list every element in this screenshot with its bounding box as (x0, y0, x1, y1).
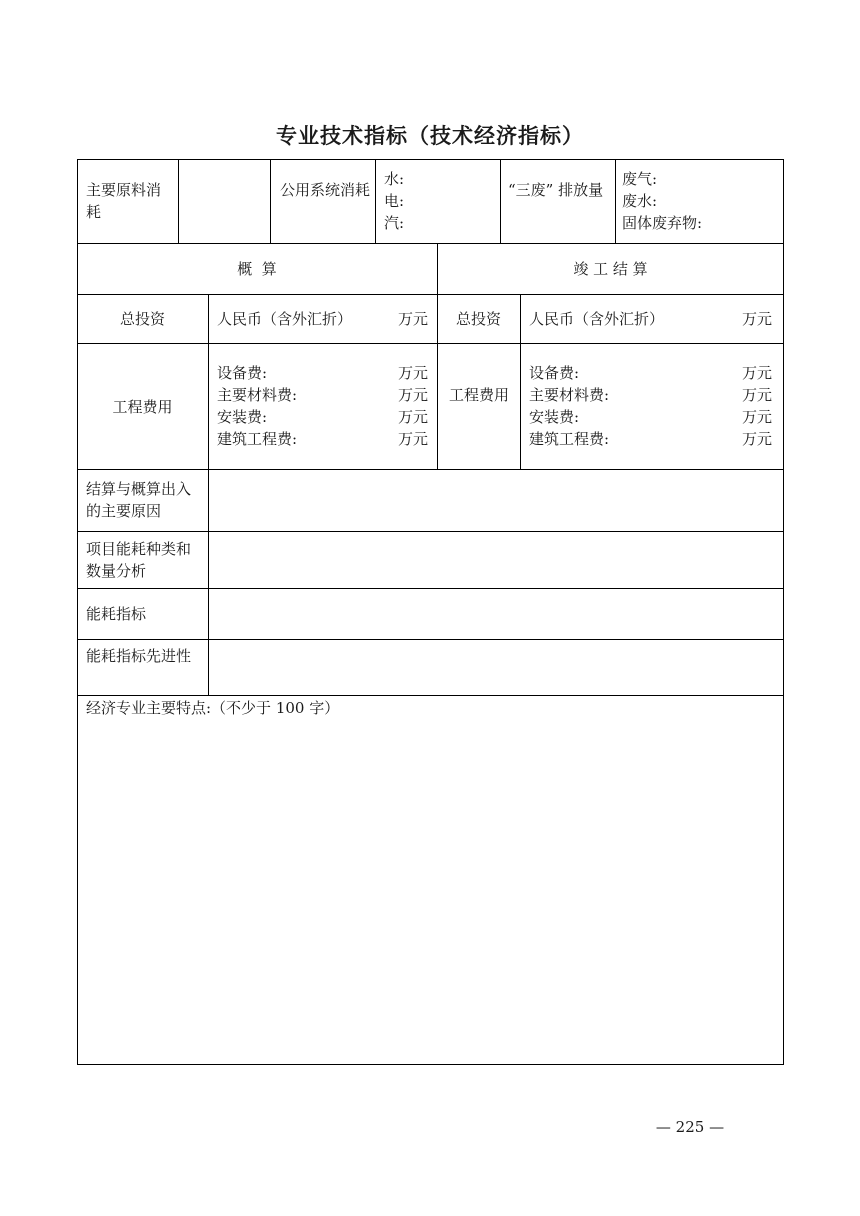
energy-analysis-label: 项目能耗种类和数量分析 (86, 540, 192, 580)
row-divider (77, 243, 784, 244)
estimate-cost-item: 主要材料费: (217, 386, 298, 404)
estimate-cost-item: 安装费: (217, 408, 268, 426)
final-rmb-label: 人民币（含外汇折） (529, 310, 665, 328)
col-divider (178, 159, 179, 243)
economic-features-label: 经济专业主要特点:（不少于 100 字） (86, 699, 340, 717)
estimate-cost-unit: 万元 (397, 408, 428, 426)
col-divider (520, 294, 521, 469)
final-cost-item: 安装费: (529, 408, 580, 426)
solid-waste-field: 固体废弃物: (622, 214, 703, 232)
final-settlement-section-header: 竣 工 结 算 (573, 260, 648, 278)
row-divider (77, 588, 784, 589)
steam-field: 汽: (384, 214, 405, 232)
row-divider (77, 639, 784, 640)
col-divider (270, 159, 271, 243)
electricity-field: 电: (384, 192, 405, 210)
estimate-total-investment-label: 总投资 (119, 310, 165, 328)
final-cost-item: 设备费: (529, 364, 580, 382)
page-number: — 225 — (655, 1118, 725, 1136)
waste-emission-label: “三废” 排放量 (508, 181, 604, 199)
row-divider (77, 531, 784, 532)
final-total-investment-label: 总投资 (455, 310, 501, 328)
col-divider (500, 159, 501, 243)
energy-indicator-label: 能耗指标 (86, 605, 147, 623)
waste-water-field: 废水: (622, 192, 658, 210)
estimate-cost-unit: 万元 (397, 430, 428, 448)
final-cost-unit: 万元 (741, 386, 772, 404)
utility-consumption-label: 公用系统消耗 (280, 181, 371, 199)
waste-gas-field: 废气: (622, 170, 658, 188)
final-cost-item: 建筑工程费: (529, 430, 610, 448)
row-divider (77, 294, 784, 295)
estimate-total-unit: 万元 (397, 310, 428, 328)
estimate-rmb-label: 人民币（含外汇折） (217, 310, 353, 328)
final-engineering-cost-label: 工程费用 (448, 386, 509, 404)
final-cost-item: 主要材料费: (529, 386, 610, 404)
energy-advancement-label: 能耗指标先进性 (86, 647, 192, 665)
final-cost-unit: 万元 (741, 408, 772, 426)
final-cost-unit: 万元 (741, 364, 772, 382)
estimate-cost-item: 建筑工程费: (217, 430, 298, 448)
row-divider (77, 343, 784, 344)
col-divider (208, 469, 209, 695)
final-total-unit: 万元 (741, 310, 772, 328)
col-divider (615, 159, 616, 243)
col-divider (208, 294, 209, 469)
estimate-cost-item: 设备费: (217, 364, 268, 382)
estimate-engineering-cost-label: 工程费用 (112, 398, 173, 416)
final-cost-unit: 万元 (741, 430, 772, 448)
water-field: 水: (384, 170, 405, 188)
estimate-cost-unit: 万元 (397, 386, 428, 404)
variance-reason-label: 结算与概算出入的主要原因 (86, 480, 192, 520)
material-consumption-label: 主要原料消耗 (86, 181, 162, 221)
estimate-cost-unit: 万元 (397, 364, 428, 382)
row-divider (77, 469, 784, 470)
page-title: 专业技术指标（技术经济指标） (276, 124, 584, 148)
row-divider (77, 695, 784, 696)
col-divider (375, 159, 376, 243)
estimate-section-header: 概 算 (237, 260, 277, 278)
